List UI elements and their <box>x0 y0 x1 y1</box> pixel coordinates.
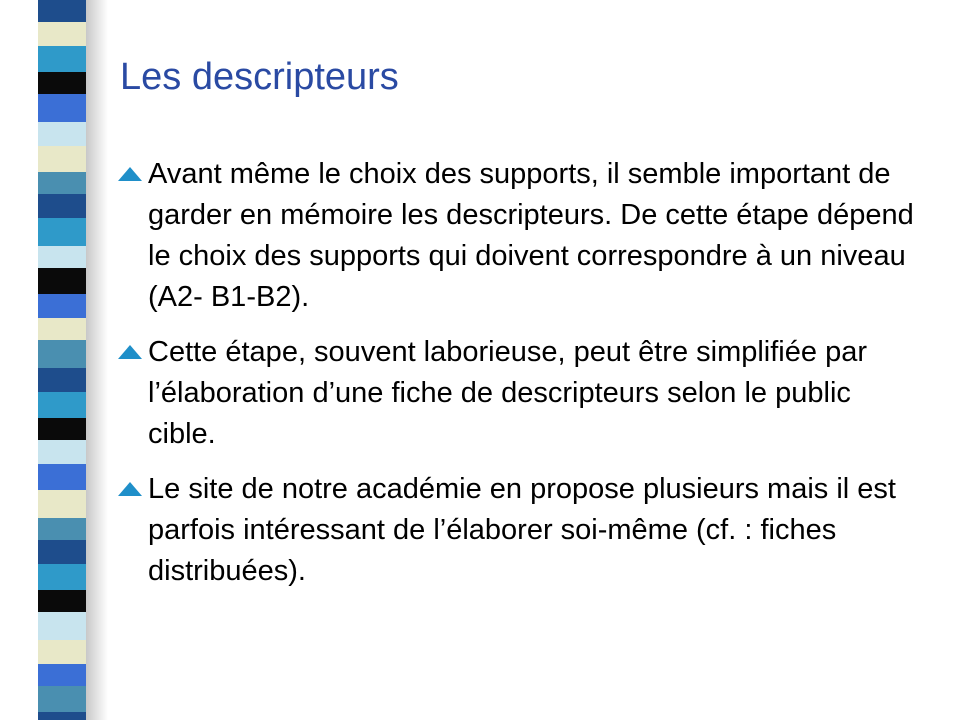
strip-block <box>38 218 86 246</box>
bullet-text: Avant même le choix des supports, il semble important de garder en mémoire les descripteurs. De cette étape dépend le choix des supports qui doivent correspondre à un niveau (A2- B1-B2). <box>148 158 914 313</box>
bullet-text: Cette étape, souvent laborieuse, peut être simplifiée par l’élaboration d’une fiche de descripteurs selon le public cible. <box>148 336 867 450</box>
bullet-list <box>118 154 918 606</box>
strip-block <box>38 294 86 318</box>
strip-block <box>38 612 86 640</box>
triangle-bullet-icon <box>118 482 142 496</box>
bullet-item <box>118 154 918 318</box>
strip-block <box>38 590 86 612</box>
slide-title: Les descripteurs <box>120 56 399 98</box>
strip-block <box>38 464 86 490</box>
bullet-text: Le site de notre académie en propose plusieurs mais il est parfois intéressant de l’élaborer soi-même (cf. : fiches distribuées). <box>148 473 896 587</box>
strip-block <box>38 640 86 664</box>
strip-block <box>38 418 86 440</box>
triangle-bullet-icon <box>118 167 142 181</box>
strip-block <box>38 540 86 564</box>
bullet-item <box>118 469 918 592</box>
strip-block <box>38 246 86 268</box>
strip-block <box>38 440 86 464</box>
strip-block <box>38 318 86 340</box>
strip-block <box>38 268 86 294</box>
strip-block <box>38 46 86 72</box>
strip-block <box>38 340 86 368</box>
strip-block <box>38 664 86 686</box>
strip-block <box>38 94 86 122</box>
strip-block <box>38 146 86 172</box>
strip-block <box>38 122 86 146</box>
strip-block <box>38 518 86 540</box>
strip-block <box>38 392 86 418</box>
bullet-item <box>118 332 918 455</box>
strip-block <box>38 22 86 46</box>
decorative-color-strip <box>0 0 110 720</box>
strip-block <box>38 172 86 194</box>
triangle-bullet-icon <box>118 345 142 359</box>
strip-block <box>38 712 86 720</box>
strip-block <box>38 490 86 518</box>
strip-block <box>38 0 86 22</box>
strip-block <box>38 686 86 712</box>
strip-shadow <box>86 0 108 720</box>
strip-block <box>38 72 86 94</box>
strip-block <box>38 194 86 218</box>
strip-block <box>38 368 86 392</box>
strip-block <box>38 564 86 590</box>
